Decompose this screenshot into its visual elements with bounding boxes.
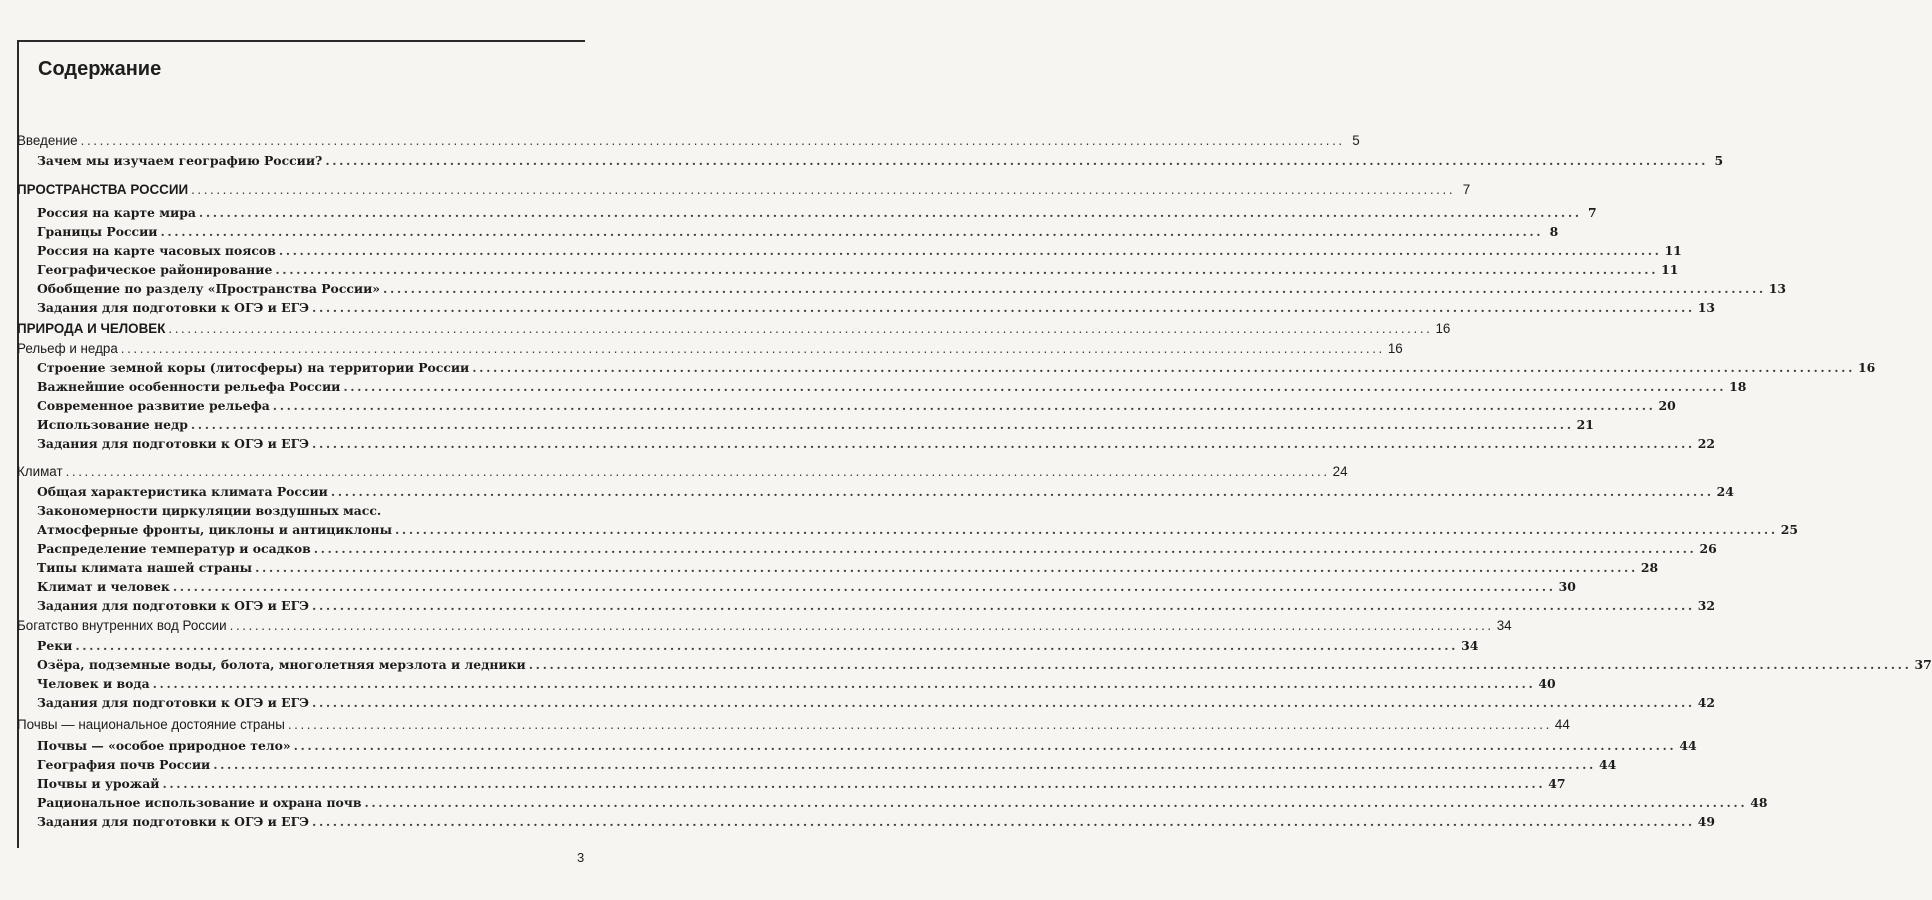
toc-page-number: 24 xyxy=(1716,484,1734,499)
toc-dot-leader: ........................................................................................................................................................................................................ xyxy=(312,300,1695,315)
toc-dot-leader: ........................................................................................................................................................................................................ xyxy=(330,484,1714,499)
toc-entry-title: Закономерности циркуляции воздушных масс. xyxy=(37,503,382,518)
toc-page-number: 48 xyxy=(1750,795,1768,810)
toc-entry xyxy=(37,557,1659,575)
toc-entry xyxy=(37,481,1734,499)
toc-dot-leader: ........................................................................................................................................................................................................ xyxy=(287,717,1552,732)
toc-dot-leader: ........................................................................................................................................................................................................ xyxy=(472,360,1855,375)
toc-entry-title: Почвы — национальное достояние страны xyxy=(17,717,285,732)
toc-dot-leader: ........................................................................................................................................................................................................ xyxy=(229,618,1494,633)
toc-entry xyxy=(37,792,1768,810)
toc-page-number: 18 xyxy=(1729,379,1747,394)
toc-entry-title: Задания для подготовки к ОГЭ и ЕГЭ xyxy=(37,436,310,451)
toc-dot-leader: ........................................................................................................................................................................................................ xyxy=(313,541,1697,556)
toc-page-number: 7 xyxy=(1588,205,1597,220)
toc-dot-leader: ........................................................................................................................................................................................................ xyxy=(325,153,1709,168)
toc-entry-title: Введение xyxy=(17,133,78,148)
toc-entry xyxy=(37,673,1556,691)
toc-entry xyxy=(37,773,1566,791)
toc-section-heading xyxy=(17,130,1360,148)
toc-section-heading xyxy=(17,338,1403,356)
toc-entry xyxy=(37,150,1724,168)
toc-dot-leader: ........................................................................................................................................................................................................ xyxy=(395,522,1778,537)
toc-page-number: 40 xyxy=(1538,676,1556,691)
toc-page-number: 13 xyxy=(1697,300,1716,315)
toc-entry-title: Типы климата нашей страны xyxy=(37,560,253,575)
toc-page-number: 26 xyxy=(1699,541,1717,556)
page-title: Содержание xyxy=(38,58,162,80)
toc-entry-title: Климат и человек xyxy=(37,579,170,594)
toc-entry xyxy=(37,357,1876,375)
toc-entry-title: Озёра, подземные воды, болота, многолетняя мерзлота и ледники xyxy=(37,657,526,672)
toc-dot-leader: ........................................................................................................................................................................................................ xyxy=(152,676,1536,691)
toc-section-heading xyxy=(17,461,1348,479)
toc-dot-leader: ........................................................................................................................................................................................................ xyxy=(75,638,1459,653)
toc-entry-title: Общая характеристика климата России xyxy=(37,484,328,499)
toc-page-number: 24 xyxy=(1332,464,1348,479)
toc-dot-leader: ........................................................................................................................................................................................................ xyxy=(255,560,1638,575)
toc-page-number: 34 xyxy=(1496,618,1512,633)
toc-entry-title: Россия на карте мира xyxy=(37,205,196,220)
toc-dot-leader: ........................................................................................................................................................................................................ xyxy=(168,321,1433,336)
toc-entry-title: Почвы — «особое природное тело» xyxy=(37,738,291,753)
toc-entry-title: Богатство внутренних вод России xyxy=(17,618,227,633)
toc-entry-title: Рельеф и недра xyxy=(17,341,118,356)
toc-entry xyxy=(37,538,1717,556)
toc-entry xyxy=(37,221,1559,239)
toc-entry xyxy=(37,500,585,518)
toc-entry-title: Строение земной коры (литосферы) на территории России xyxy=(37,360,470,375)
toc-page-number: 5 xyxy=(1352,133,1360,148)
toc-dot-leader: ........................................................................................................................................................................................................ xyxy=(191,182,1456,197)
toc-dot-leader: ........................................................................................................................................................................................................ xyxy=(275,262,1659,277)
toc-page-number: 11 xyxy=(1661,262,1679,277)
toc-page-number: 49 xyxy=(1697,814,1716,829)
toc-entry-title: Задания для подготовки к ОГЭ и ЕГЭ xyxy=(37,598,310,613)
toc-dot-leader: ........................................................................................................................................................................................................ xyxy=(120,341,1385,356)
toc-entry xyxy=(37,414,1594,432)
toc-page-number: 42 xyxy=(1697,695,1716,710)
toc-dot-leader: ........................................................................................................................................................................................................ xyxy=(293,738,1677,753)
toc-page-number: 16 xyxy=(1387,341,1403,356)
toc-page-number: 20 xyxy=(1658,398,1676,413)
toc-entry-title: ПРОСТРАНСТВА РОССИИ xyxy=(17,182,189,197)
toc-page-number: 32 xyxy=(1697,598,1716,613)
toc-page-number: 16 xyxy=(1858,360,1876,375)
toc-dot-leader: ........................................................................................................................................................................................................ xyxy=(213,757,1596,772)
toc-dot-leader: ........................................................................................................................................................................................................ xyxy=(312,436,1695,451)
toc-page-number: 16 xyxy=(1435,321,1451,336)
toc-entry-title: Важнейшие особенности рельефа России xyxy=(37,379,341,394)
toc-entry-title: Атмосферные фронты, циклоны и антициклоны xyxy=(37,522,392,537)
toc-dot-leader: ........................................................................................................................................................................................................ xyxy=(278,243,1662,258)
toc-entry-title: ПРИРОДА И ЧЕЛОВЕК xyxy=(17,321,166,336)
toc-entry-title: Использование недр xyxy=(37,417,188,432)
toc-page-number: 11 xyxy=(1664,243,1682,258)
toc-dot-leader: ........................................................................................................................................................................................................ xyxy=(528,657,1912,672)
toc-entry-title: Современное развитие рельефа xyxy=(37,398,270,413)
toc-entry xyxy=(37,395,1676,413)
toc-page-number: 22 xyxy=(1697,436,1716,451)
toc-dot-leader: ........................................................................................................................................................................................................ xyxy=(364,795,1748,810)
toc-entry-title: Россия на карте часовых поясов xyxy=(37,243,276,258)
toc-dot-leader: ........................................................................................................................................................................................................ xyxy=(190,417,1574,432)
toc-dot-leader: ........................................................................................................................................................................................................ xyxy=(80,133,1345,148)
toc-dot-leader: ........................................................................................................................................................................................................ xyxy=(198,205,1582,220)
toc-entry xyxy=(37,692,1716,710)
toc-entry-title: Почвы и урожай xyxy=(37,776,160,791)
toc-entry xyxy=(37,519,1798,537)
page-number: 3 xyxy=(577,850,585,865)
toc-page-number: 37 xyxy=(1914,657,1932,672)
toc-entry-title: Реки xyxy=(37,638,73,653)
toc-page-number: 34 xyxy=(1461,638,1479,653)
toc-dot-leader: ........................................................................................................................................................................................................ xyxy=(343,379,1727,394)
toc-entry xyxy=(37,376,1747,394)
toc-entry-title: Задания для подготовки к ОГЭ и ЕГЭ xyxy=(37,814,310,829)
toc-page-number: 5 xyxy=(1714,153,1724,168)
toc-entry xyxy=(37,297,1716,315)
toc-dot-leader: ........................................................................................................................................................................................................ xyxy=(160,224,1544,239)
toc-dot-leader: ........................................................................................................................................................................................................ xyxy=(162,776,1546,791)
toc-entry-title: Задания для подготовки к ОГЭ и ЕГЭ xyxy=(37,695,310,710)
toc-entry xyxy=(37,278,1787,296)
toc-page-number: 44 xyxy=(1679,738,1697,753)
toc-page-number: 21 xyxy=(1576,417,1594,432)
toc-entry-title: География почв России xyxy=(37,757,211,772)
toc-entry-title: Рациональное использование и охрана почв xyxy=(37,795,362,810)
toc-entry xyxy=(37,202,1597,220)
toc-entry-title: Географическое районирование xyxy=(37,262,273,277)
toc-dot-leader: ........................................................................................................................................................................................................ xyxy=(65,464,1330,479)
toc-entry xyxy=(37,576,1576,594)
toc-page-number: 28 xyxy=(1640,560,1659,575)
toc-section-heading xyxy=(17,714,1570,732)
toc-dot-leader: ........................................................................................................................................................................................................ xyxy=(312,695,1695,710)
toc-section-heading xyxy=(17,615,1512,633)
toc-entry-title: Человек и вода xyxy=(37,676,150,691)
toc-entry xyxy=(37,754,1617,772)
toc-dot-leader: ........................................................................................................................................................................................................ xyxy=(272,398,1656,413)
toc-page-number: 44 xyxy=(1554,717,1570,732)
toc-dot-leader: ........................................................................................................................................................................................................ xyxy=(312,598,1695,613)
toc-page-number: 47 xyxy=(1548,776,1566,791)
toc-entry xyxy=(37,811,1716,829)
toc-page-number: 44 xyxy=(1598,757,1617,772)
toc-entry xyxy=(37,240,1682,258)
toc-entry xyxy=(37,735,1697,753)
toc-dot-leader: ........................................................................................................................................................................................................ xyxy=(383,281,1766,296)
toc-entry-title: Границы России xyxy=(37,224,158,239)
toc-page-number: 13 xyxy=(1768,281,1787,296)
toc-dot-leader: ........................................................................................................................................................................................................ xyxy=(172,579,1556,594)
toc-entry xyxy=(37,595,1716,613)
toc-section-heading xyxy=(17,318,1451,336)
toc-dot-leader: ........................................................................................................................................................................................................ xyxy=(312,814,1695,829)
toc-entry xyxy=(37,635,1479,653)
toc-entry-title: Климат xyxy=(17,464,63,479)
toc-page-number: 25 xyxy=(1780,522,1798,537)
toc-page-number: 30 xyxy=(1558,579,1576,594)
toc-entry-title: Обобщение по разделу «Пространства России» xyxy=(37,281,381,296)
toc-entry xyxy=(37,433,1716,451)
toc-page-number: 7 xyxy=(1462,182,1471,197)
toc-entry xyxy=(37,259,1679,277)
toc-entry-title: Распределение температур и осадков xyxy=(37,541,311,556)
toc-page-number: 8 xyxy=(1549,224,1559,239)
toc-entry-title: Задания для подготовки к ОГЭ и ЕГЭ xyxy=(37,300,310,315)
toc-entry-title: Зачем мы изучаем географию России? xyxy=(37,153,323,168)
toc-entry xyxy=(37,654,1932,672)
toc-section-heading xyxy=(17,179,1471,197)
